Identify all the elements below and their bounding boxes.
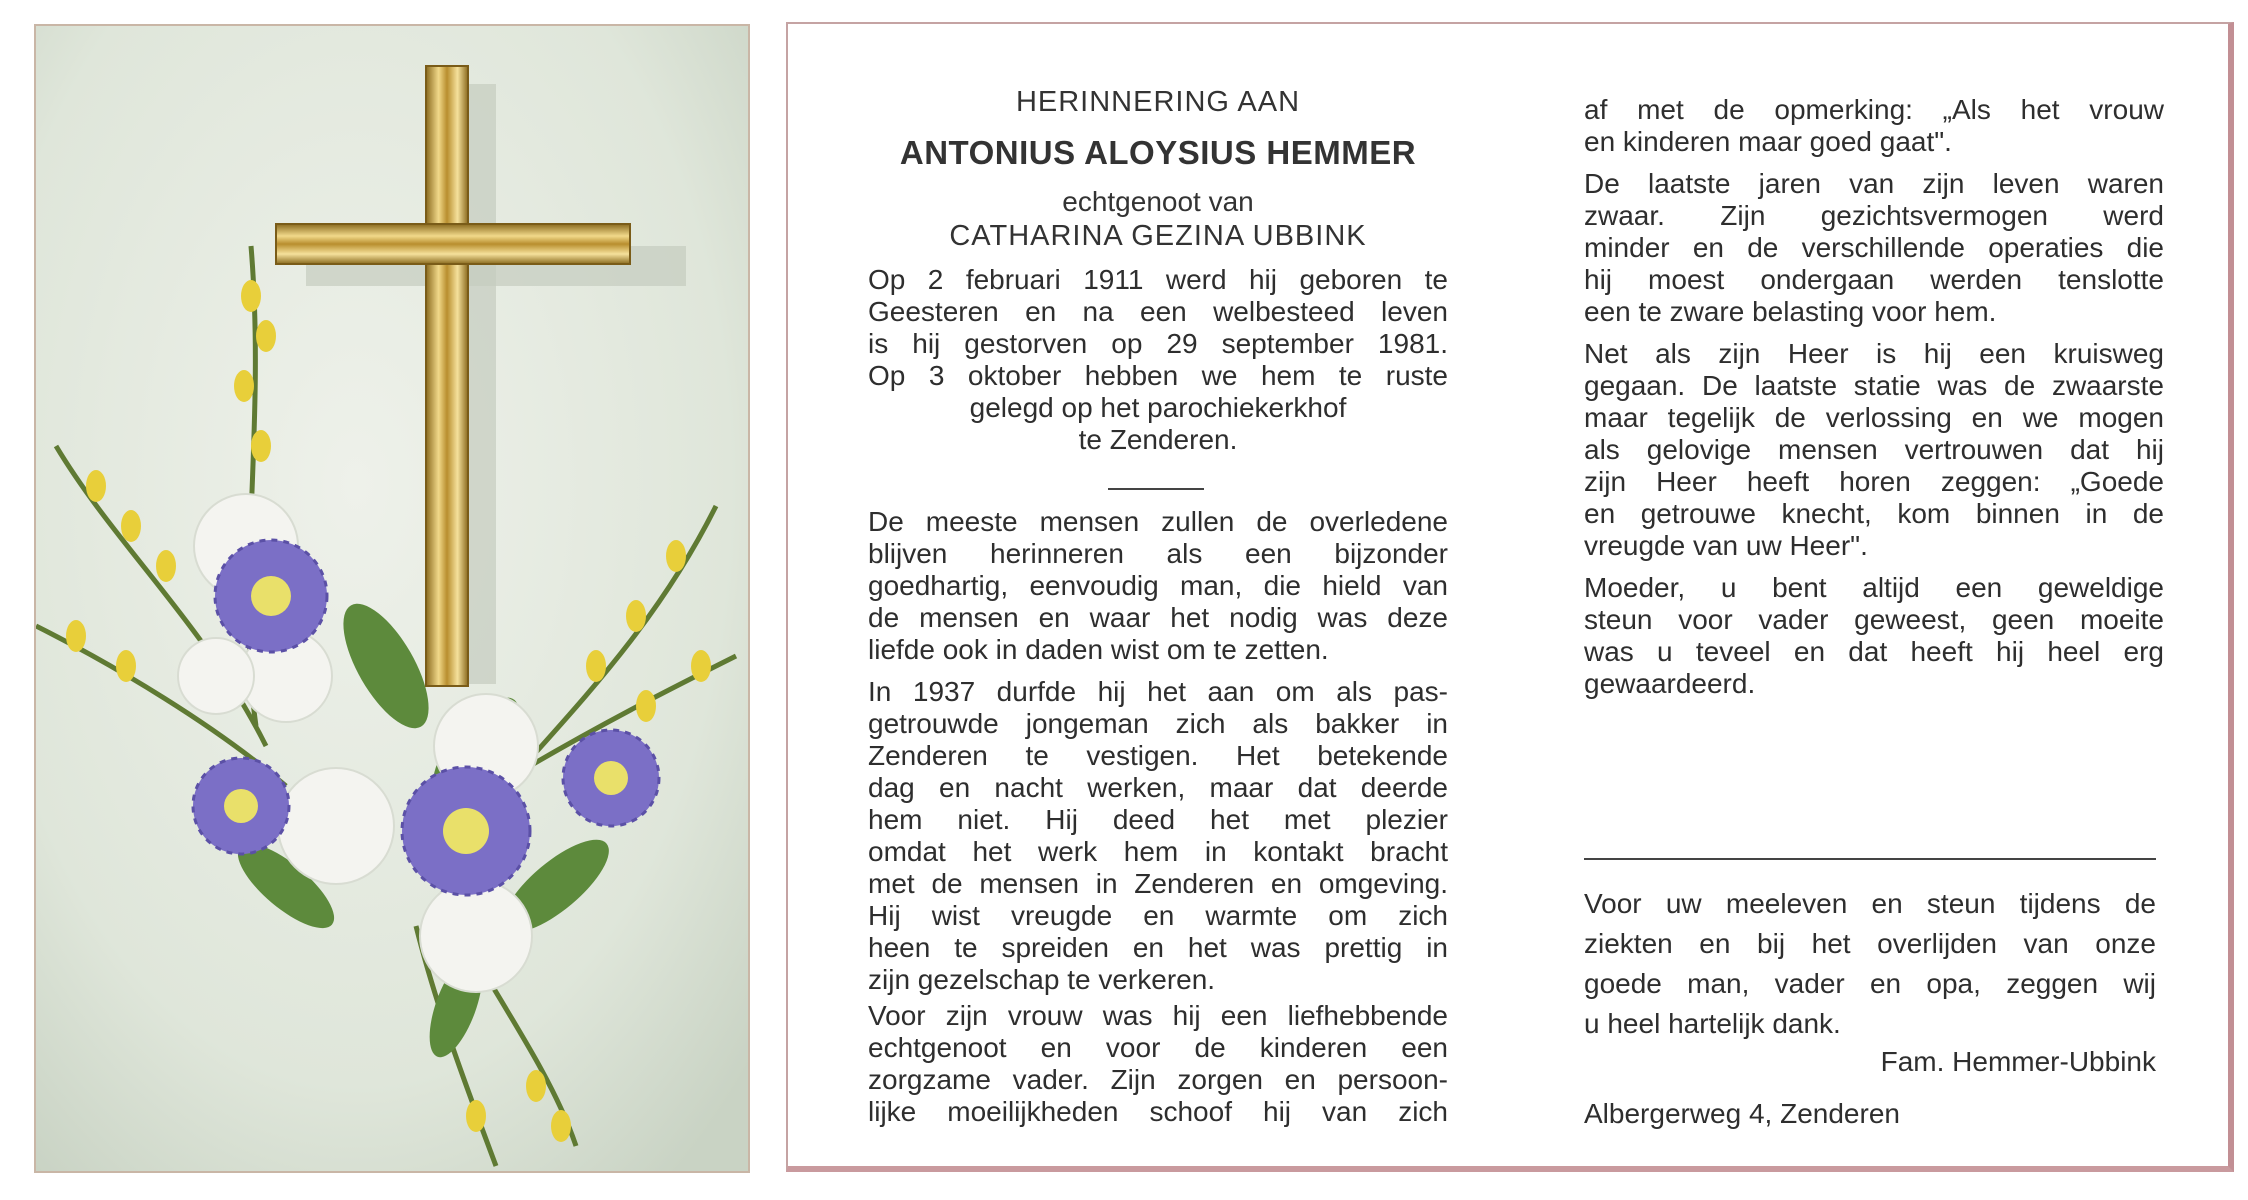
- text-line: goedhartig, eenvoudig man, die hield van: [868, 570, 1448, 601]
- divider-long: [1584, 858, 2156, 860]
- text-line: In 1937 durfde hij het aan om als pas-: [868, 676, 1448, 707]
- text-line: zijn gezelschap te verkeren.: [868, 964, 1216, 995]
- relation-label: echtgenoot van: [1062, 186, 1254, 217]
- text-line: te Zenderen.: [1078, 424, 1238, 455]
- text-line: af met de opmerking: „Als het vrouw: [1584, 94, 2164, 125]
- text-line: Moeder, u bent altijd een geweldige: [1584, 572, 2164, 603]
- text-line: u heel hartelijk dank.: [1584, 1008, 1841, 1039]
- heading-in-memory: HERINNERING AAN: [1015, 86, 1301, 118]
- text-line: Op 2 februari 1911 werd hij geboren te: [868, 264, 1448, 295]
- text-line: en getrouwe knecht, kom binnen in de: [1584, 498, 2164, 529]
- text-line: De meeste mensen zullen de overledene: [868, 506, 1448, 537]
- text-line: gegaan. De laatste statie was de zwaarste: [1584, 370, 2164, 401]
- family-signature: Fam. Hemmer-Ubbink: [1880, 1046, 2156, 1077]
- text-line: Zenderen te vestigen. Het betekende: [868, 740, 1448, 771]
- paragraph-5: [1584, 168, 2164, 328]
- paragraph-1: [868, 506, 1448, 666]
- text-line: gewaardeerd.: [1584, 668, 1756, 699]
- text-line: zwaar. Zijn gezichtsvermogen werd: [1584, 200, 2164, 231]
- text-line: echtgenoot en voor de kinderen een: [868, 1032, 1448, 1063]
- text-line: Geesteren en na een welbesteed leven: [868, 296, 1448, 327]
- paragraph-2: [868, 676, 1448, 996]
- memorial-text-card: [786, 22, 2234, 1172]
- text-line: als gelovige mensen vertrouwen dat hij: [1584, 434, 2164, 465]
- text-line: maar tegelijk de verlossing en we mogen: [1584, 402, 2164, 433]
- text-line: een te zware belasting voor hem.: [1584, 296, 1997, 327]
- paragraph-6: [1584, 338, 2164, 562]
- cross-and-flowers-illustration: [36, 26, 748, 1171]
- memorial-picture: [34, 24, 750, 1173]
- text-line: en kinderen maar goed gaat".: [1584, 126, 1952, 157]
- paragraph-4: [1584, 94, 2164, 158]
- text-line: De laatste jaren van zijn leven waren: [1584, 168, 2164, 199]
- text-line: de mensen en waar het nodig was deze: [868, 602, 1448, 633]
- text-line: was u teveel en dat heeft hij heel erg: [1584, 636, 2164, 667]
- text-line: met de mensen in Zenderen en omgeving.: [868, 868, 1448, 899]
- text-line: ziekten en bij het overlijden van onze: [1584, 928, 2156, 959]
- paragraph-3: [868, 1000, 1448, 1128]
- text-line: lijke moeilijkheden schoof hij van zich: [868, 1096, 1448, 1127]
- text-line: Voor uw meeleven en steun tijdens de: [1584, 888, 2156, 919]
- family-address: Albergerweg 4, Zenderen: [1584, 1098, 1900, 1129]
- paragraph-7: [1584, 572, 2164, 700]
- text-line: Net als zijn Heer is hij een kruisweg: [1584, 338, 2164, 369]
- text-line: goede man, vader en opa, zeggen wij: [1584, 968, 2156, 999]
- text-line: Voor zijn vrouw was hij een liefhebbende: [868, 1000, 1448, 1031]
- text-line: hem niet. Hij deed het met plezier: [868, 804, 1448, 835]
- text-line: vreugde van uw Heer".: [1584, 530, 1868, 561]
- text-line: dag en nacht werken, maar dat deerde: [868, 772, 1448, 803]
- thanks-paragraph: [1584, 884, 2156, 1044]
- text-line: gelegd op het parochiekerkhof: [969, 392, 1347, 423]
- text-line: blijven herinneren als een bijzonder: [868, 538, 1448, 569]
- text-line: Op 3 oktober hebben we hem te ruste: [868, 360, 1448, 391]
- text-line: heen te spreiden en het was prettig in: [868, 932, 1448, 963]
- text-line: getrouwde jongeman zich als bakker in: [868, 708, 1448, 739]
- text-line: minder en de verschillende operaties die: [1584, 232, 2164, 263]
- text-line: liefde ook in daden wist om te zetten.: [868, 634, 1329, 665]
- text-line: omdat het werk hem in kontakt bracht: [868, 836, 1448, 867]
- text-line: zorgzame vader. Zijn zorgen en persoon-: [868, 1064, 1448, 1095]
- divider-short: [1108, 488, 1204, 490]
- deceased-name: ANTONIUS ALOYSIUS HEMMER: [899, 134, 1417, 171]
- text-line: Hij wist vreugde en warmte om zich: [868, 900, 1448, 931]
- text-line: zijn Heer heeft horen zeggen: „Goede: [1584, 466, 2164, 497]
- text-line: hij moest ondergaan werden tenslotte: [1584, 264, 2164, 295]
- text-line: steun voor vader geweest, geen moeite: [1584, 604, 2164, 635]
- intro-paragraph: [868, 264, 1448, 456]
- text-line: is hij gestorven op 29 september 1981.: [868, 328, 1448, 359]
- spouse-name: CATHARINA GEZINA UBBINK: [949, 220, 1367, 252]
